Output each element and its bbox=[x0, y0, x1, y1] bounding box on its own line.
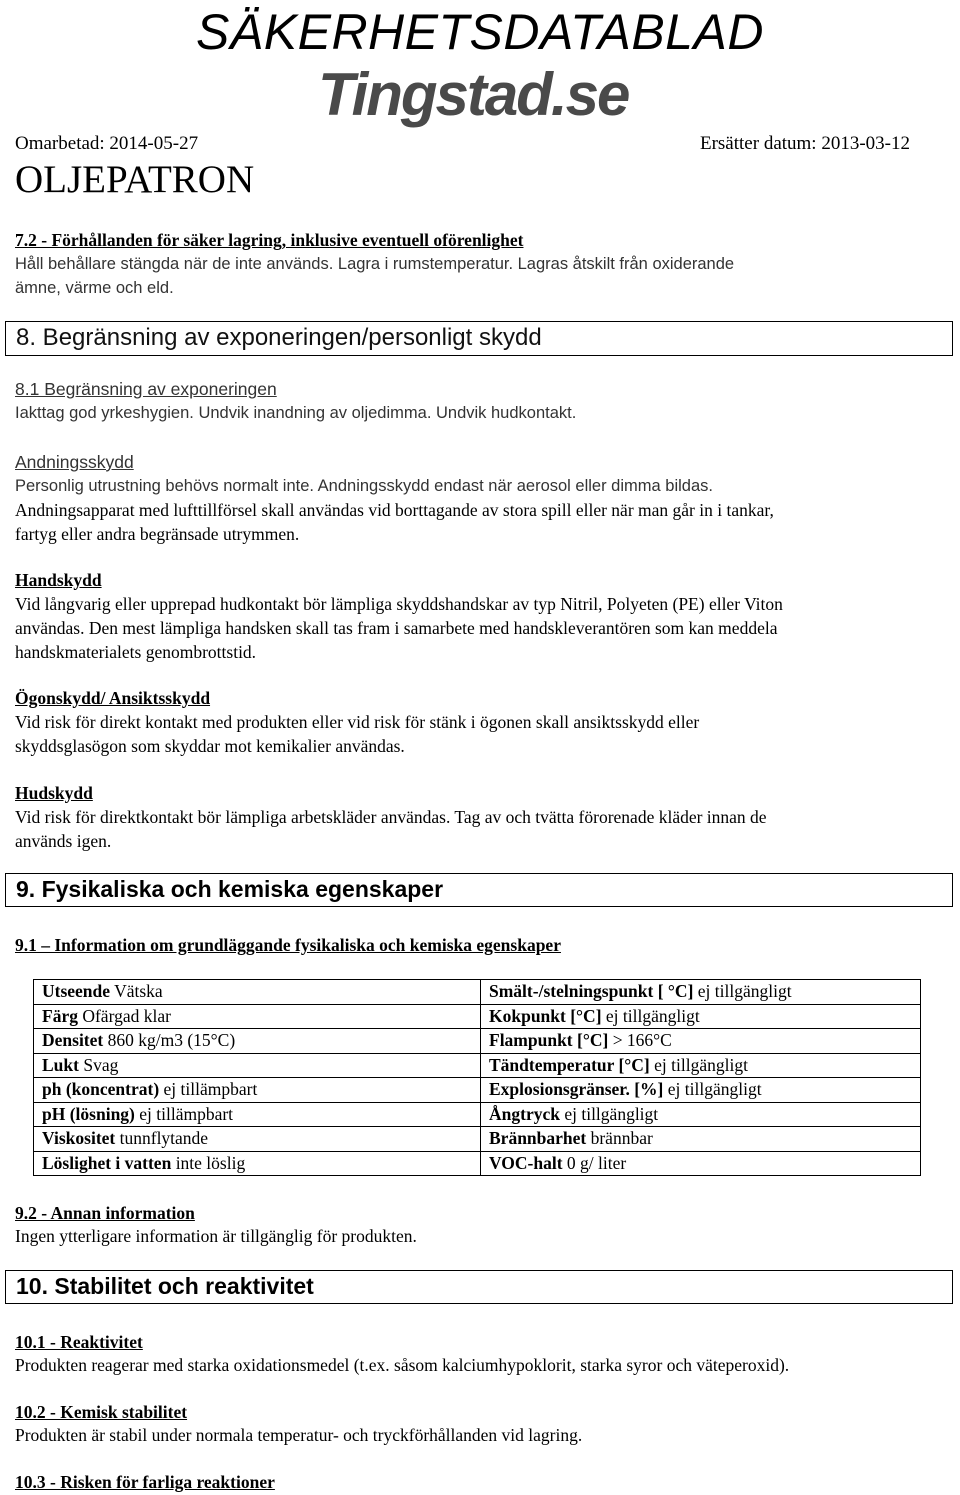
respiratory-line: fartyg eller andra begränsade utrymmen. bbox=[15, 524, 300, 544]
table-cell bbox=[34, 1078, 481, 1103]
table-cell bbox=[481, 1102, 921, 1127]
property-value: inte löslig bbox=[175, 1152, 246, 1173]
section-10-1-text: Produkten reagerar med starka oxidationsmedel (t.ex. såsom kalciumhypoklorit, starka syror och väteperoxid). bbox=[15, 1355, 790, 1375]
section-10-title: 10. Stabilitet och reaktivitet bbox=[5, 1270, 953, 1304]
property-value: 0 g/ liter bbox=[566, 1152, 627, 1173]
table-cell bbox=[481, 980, 921, 1005]
property-value: 860 kg/m3 (15°C) bbox=[107, 1030, 236, 1051]
section-10-3-heading: 10.3 - Risken för farliga reaktioner bbox=[15, 1472, 275, 1492]
hand-protection-heading: Handskydd bbox=[15, 570, 102, 590]
property-value: tunnflytande bbox=[119, 1128, 209, 1149]
table-cell bbox=[34, 1102, 481, 1127]
table-row bbox=[34, 1004, 921, 1029]
eye-protection-line: Vid risk för direkt kontakt med produkten eller vid risk för stänk i ögonen skall ansiktsskydd eller bbox=[15, 712, 700, 732]
skin-protection-line: används igen. bbox=[15, 831, 112, 851]
property-label: Viskositet bbox=[42, 1128, 116, 1149]
section-9-title: 9. Fysikaliska och kemiska egenskaper bbox=[5, 873, 953, 907]
revised-date: Omarbetad: 2014-05-27 bbox=[15, 133, 199, 154]
property-label: Utseende bbox=[42, 981, 111, 1002]
respiratory-heading: Andningsskydd bbox=[15, 452, 134, 472]
property-value: Vätska bbox=[114, 981, 163, 1002]
property-label: ph (koncentrat) bbox=[42, 1079, 160, 1100]
hand-protection-line: användas. Den mest lämpliga handsken skall tas fram i samarbete med handskleverantören som kan meddela bbox=[15, 618, 778, 638]
property-label: VOC-halt bbox=[489, 1152, 563, 1173]
replaces-date: Ersätter datum: 2013-03-12 bbox=[699, 133, 910, 154]
property-label: Lukt bbox=[42, 1054, 79, 1075]
property-value: Ofärgad klar bbox=[82, 1005, 171, 1026]
section-10-2-heading: 10.2 - Kemisk stabilitet bbox=[15, 1402, 188, 1422]
property-label: Kokpunkt [°C] bbox=[489, 1005, 602, 1026]
property-value: Svag bbox=[83, 1054, 119, 1075]
table-cell bbox=[34, 1127, 481, 1152]
section-9-2-heading: 9.2 - Annan information bbox=[15, 1203, 195, 1223]
table-cell bbox=[481, 1078, 921, 1103]
property-value: ej tillgängligt bbox=[605, 1005, 700, 1026]
section-7-2-line: ämne, värme och eld. bbox=[15, 279, 174, 297]
table-cell bbox=[34, 1029, 481, 1054]
table-row bbox=[34, 1151, 921, 1176]
table-cell bbox=[34, 1151, 481, 1176]
property-value: > 166°C bbox=[612, 1030, 672, 1051]
property-label: Brännbarhet bbox=[489, 1128, 587, 1149]
property-value: ej tillgängligt bbox=[654, 1054, 748, 1075]
table-row bbox=[34, 1029, 921, 1054]
table-cell bbox=[481, 1151, 921, 1176]
property-label: Tändtemperatur [°C] bbox=[489, 1054, 650, 1075]
section-8-1-heading: 8.1 Begränsning av exponeringen bbox=[15, 379, 277, 399]
hand-protection-line: handskmaterialets genombrottstid. bbox=[15, 642, 257, 662]
property-label: Flampunkt [°C] bbox=[489, 1030, 609, 1051]
product-name: OLJEPATRON bbox=[15, 158, 255, 201]
respiratory-line: Personlig utrustning behövs normalt inte. Andningsskydd endast när aerosol eller dimma bildas. bbox=[15, 477, 713, 495]
table-cell bbox=[34, 1053, 481, 1078]
table-row bbox=[34, 1102, 921, 1127]
eye-protection-line: skyddsglasögon som skyddar mot kemikalier användas. bbox=[15, 736, 405, 756]
table-row bbox=[34, 1053, 921, 1078]
respiratory-line: Andningsapparat med lufttillförsel skall användas vid borttagande av stora spill eller när man går in i tankar, bbox=[15, 500, 774, 520]
table-row bbox=[34, 1127, 921, 1152]
skin-protection-line: Vid risk för direktkontakt bör lämpliga arbetskläder användas. Tag av och tvätta förorenade kläder innan de bbox=[15, 807, 767, 827]
section-10-2-text: Produkten är stabil under normala temperatur- och tryckförhållanden vid lagring. bbox=[15, 1425, 583, 1445]
table-cell bbox=[34, 980, 481, 1005]
property-label: Färg bbox=[42, 1005, 78, 1026]
section-9-2-text: Ingen ytterligare information är tillgänglig för produkten. bbox=[15, 1226, 417, 1246]
section-8-1-text: Iakttag god yrkeshygien. Undvik inandning av oljedimma. Undvik hudkontakt. bbox=[15, 404, 577, 422]
property-label: Explosionsgränser. [%] bbox=[489, 1079, 664, 1100]
property-label: pH (lösning) bbox=[42, 1103, 135, 1124]
company-logo bbox=[318, 62, 648, 128]
section-8-title: 8. Begränsning av exponeringen/personligt skydd bbox=[5, 321, 953, 356]
section-10-1-heading: 10.1 - Reaktivitet bbox=[15, 1332, 143, 1352]
table-cell bbox=[481, 1004, 921, 1029]
property-label: Ångtryck bbox=[489, 1103, 560, 1124]
property-value: ej tillgängligt bbox=[697, 981, 792, 1002]
table-cell bbox=[481, 1127, 921, 1152]
property-value: ej tillgängligt bbox=[667, 1079, 762, 1100]
table-row bbox=[34, 1078, 921, 1103]
property-value: ej tillgängligt bbox=[564, 1103, 659, 1124]
eye-protection-heading: Ögonskydd/ Ansiktsskydd bbox=[15, 688, 211, 708]
table-cell bbox=[481, 1053, 921, 1078]
table-row bbox=[34, 980, 921, 1005]
property-value: ej tillämpbart bbox=[163, 1079, 258, 1100]
property-label: Densitet bbox=[42, 1030, 104, 1051]
property-label: Smält-/stelningspunkt [ °C] bbox=[489, 981, 694, 1002]
table-cell bbox=[34, 1004, 481, 1029]
document-title: SÄKERHETSDATABLAD bbox=[196, 4, 764, 60]
property-label: Löslighet i vatten bbox=[42, 1152, 172, 1173]
property-value: brännbar bbox=[590, 1128, 653, 1149]
logo-text: Tingstad.se bbox=[318, 61, 629, 128]
section-7-2-heading: 7.2 - Förhållanden för säker lagring, inklusive eventuell oförenlighet bbox=[15, 230, 524, 250]
section-7-2-line: Håll behållare stängda när de inte används. Lagra i rumstemperatur. Lagras åtskilt från oxiderande bbox=[15, 255, 735, 273]
property-value: ej tillämpbart bbox=[139, 1103, 234, 1124]
section-9-1-heading: 9.1 – Information om grundläggande fysikaliska och kemiska egenskaper bbox=[15, 935, 561, 955]
hand-protection-line: Vid långvarig eller upprepad hudkontakt bör lämpliga skyddshandskar av typ Nitril, Polyeten (PE) eller Viton bbox=[15, 594, 783, 614]
table-cell bbox=[481, 1029, 921, 1054]
properties-table bbox=[33, 979, 921, 1176]
skin-protection-heading: Hudskydd bbox=[15, 783, 93, 803]
